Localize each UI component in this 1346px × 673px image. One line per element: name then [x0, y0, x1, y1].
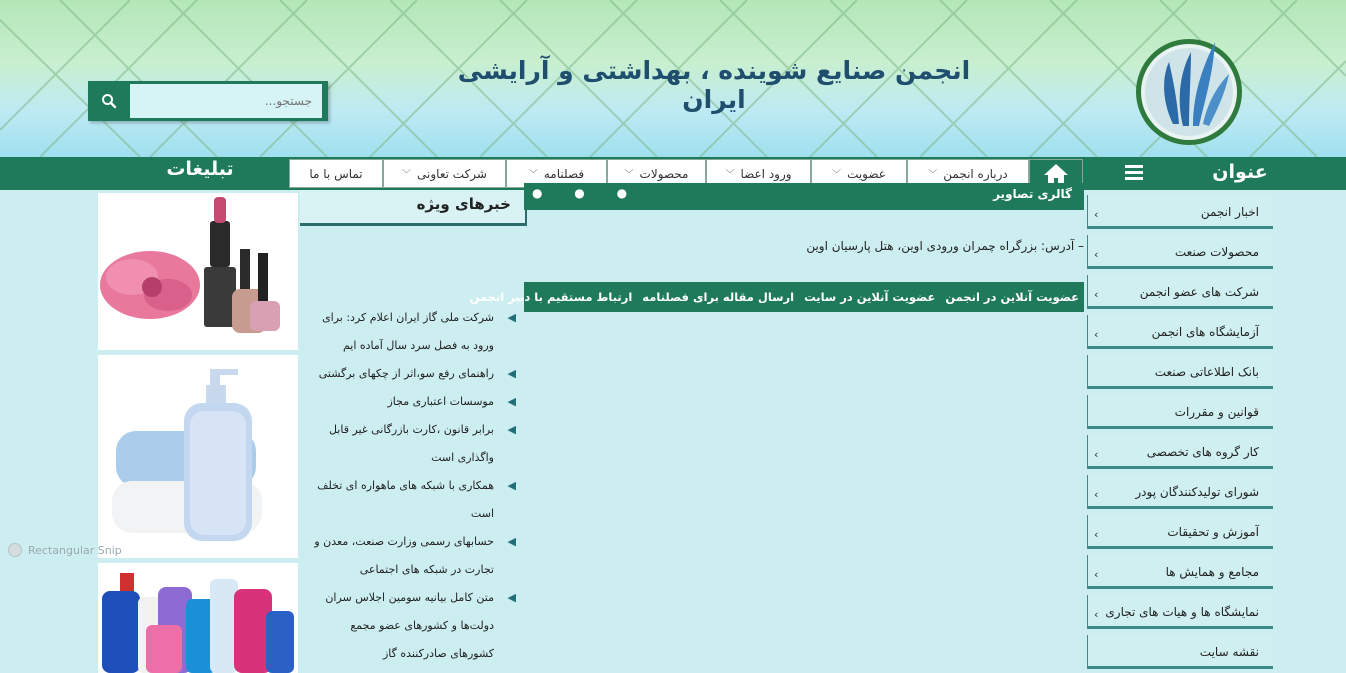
- triangle-left-icon: ◀: [507, 591, 516, 604]
- search-button[interactable]: [88, 81, 130, 121]
- sidebar-item-exhibitions[interactable]: [1087, 595, 1273, 629]
- triangle-left-icon: ◀: [507, 367, 516, 380]
- tab-contact[interactable]: [289, 159, 383, 188]
- chevron-down-icon: ﹀: [725, 170, 735, 180]
- snip-icon: [8, 543, 22, 557]
- sidebar-item-assemblies[interactable]: [1087, 555, 1273, 589]
- chevron-right-icon: ›: [1094, 568, 1099, 581]
- sidebar-item-working-groups[interactable]: [1087, 435, 1273, 469]
- chevron-down-icon: ﹀: [928, 170, 938, 180]
- triangle-left-icon: ◀: [507, 479, 516, 492]
- gallery-title[interactable]: گالری تصاویر: [993, 187, 1072, 201]
- sidebar-item-powder-council[interactable]: [1087, 475, 1273, 509]
- address-text: – آدرس: بزرگراه چمران ورودی اوین، هتل پارسیان اوین: [806, 239, 1084, 253]
- news-item[interactable]: [310, 360, 520, 388]
- triangle-left-icon: ◀: [507, 311, 516, 324]
- triangle-left-icon: ◀: [507, 535, 516, 548]
- sidebar-item-label: محصولات صنعت: [1174, 245, 1259, 259]
- chevron-right-icon: ›: [1094, 288, 1099, 301]
- chevron-right-icon: ›: [1094, 248, 1099, 261]
- news-item-text: برابر قانون ،کارت بازرگانی غیر قابل واگذاری است: [328, 423, 494, 464]
- gallery-bar: [524, 183, 1084, 210]
- association-logo[interactable]: [1133, 34, 1245, 146]
- link-online-site-membership[interactable]: عضویت آنلاین در سایت: [804, 290, 936, 304]
- sidebar-item-label: مجامع و همایش ها: [1165, 565, 1259, 579]
- triangle-left-icon: ◀: [507, 395, 516, 408]
- chevron-right-icon: ›: [1094, 488, 1099, 501]
- sidebar-item-industry-products[interactable]: [1087, 235, 1273, 269]
- chevron-right-icon: ›: [1094, 448, 1099, 461]
- news-item[interactable]: [310, 304, 520, 360]
- news-item[interactable]: [310, 472, 520, 528]
- ads-section-title: تبلیغات: [166, 158, 234, 180]
- featured-news-header: خبرهای ویژه: [300, 190, 527, 226]
- chevron-right-icon: ›: [1094, 208, 1099, 221]
- home-icon: [1043, 163, 1069, 185]
- news-item-text: همکاری با شبکه های ماهواره ای تخلف است: [317, 479, 494, 520]
- sidebar-item-label: نمایشگاه ها و هیات های تجاری: [1105, 605, 1259, 619]
- ad-detergents-image[interactable]: [98, 563, 298, 673]
- chevron-right-icon: ›: [1094, 608, 1099, 621]
- sidebar-item-label: شورای تولیدکنندگان پودر: [1135, 485, 1259, 499]
- news-item[interactable]: [310, 584, 520, 668]
- search-box: [88, 81, 328, 121]
- ad-towels-bottle-image[interactable]: [98, 355, 298, 558]
- news-item-text: راهنمای رفع سو،اثر از چکهای برگشتی: [318, 367, 494, 380]
- sidebar-item-regulations[interactable]: [1087, 395, 1273, 429]
- chevron-down-icon: ﹀: [402, 170, 412, 180]
- link-submit-article[interactable]: ارسال مقاله برای فصلنامه: [642, 290, 795, 304]
- snip-tool-overlay: [8, 543, 122, 557]
- news-item[interactable]: [310, 528, 520, 584]
- link-online-association-membership[interactable]: عضویت آنلاین در انجمن: [945, 290, 1079, 304]
- tab-cooperative[interactable]: [383, 159, 506, 188]
- sidebar-item-member-companies[interactable]: [1087, 275, 1273, 309]
- news-item-text: متن کامل بیانیه سومین اجلاس سران دولت‌ها و کشورهای عضو مجمع کشورهای صادرکننده گاز: [325, 591, 494, 660]
- tab-label: فصلنامه: [543, 166, 585, 181]
- news-item[interactable]: [310, 388, 520, 416]
- tab-label: محصولات: [639, 166, 689, 181]
- sidebar-item-label: شرکت های عضو انجمن: [1139, 285, 1259, 299]
- snip-label: Rectangular Snip: [28, 543, 122, 557]
- search-icon: [101, 93, 117, 109]
- search-input[interactable]: [130, 84, 322, 118]
- chevron-down-icon: ﹀: [832, 170, 842, 180]
- sidebar-item-news[interactable]: [1087, 195, 1273, 229]
- triangle-left-icon: ◀: [507, 423, 516, 436]
- chevron-right-icon: ›: [1094, 528, 1099, 541]
- sidebar-item-database[interactable]: [1087, 355, 1273, 389]
- quick-links-bar: [469, 282, 1084, 312]
- menu-toggle-icon[interactable]: [1125, 165, 1143, 181]
- sidebar-item-label: آموزش و تحقیقات: [1167, 525, 1259, 539]
- sidebar-item-sitemap[interactable]: [1087, 635, 1273, 669]
- tab-label: شرکت تعاونی: [417, 166, 487, 181]
- chevron-right-icon: ›: [1094, 328, 1099, 341]
- sidebar-item-education[interactable]: [1087, 515, 1273, 549]
- tab-label: درباره انجمن: [943, 166, 1008, 181]
- tab-label: تماس با ما: [309, 166, 363, 181]
- site-title: انجمن صنایع شوینده ، بهداشتی و آرایشی ایران: [457, 56, 971, 114]
- site-header: [0, 0, 1346, 157]
- news-item-text: شرکت ملی گاز ایران اعلام کرد: برای ورود به فصل سرد سال آماده ایم: [322, 311, 494, 352]
- link-contact-secretary[interactable]: ارتباط مستقیم با دبیر انجمن: [469, 290, 633, 304]
- chevron-down-icon: ﹀: [624, 170, 634, 180]
- sidebar-item-label: کار گروه های تخصصی: [1146, 445, 1259, 459]
- news-item[interactable]: [310, 416, 520, 472]
- sidebar-item-label: قوانین و مقررات: [1174, 405, 1259, 419]
- featured-news-list: [310, 304, 520, 668]
- chevron-down-icon: ﹀: [528, 170, 538, 180]
- sidebar-item-laboratories[interactable]: [1087, 315, 1273, 349]
- news-item-text: حسابهای رسمی وزارت صنعت، معدن و تجارت در شبکه های اجتماعی: [314, 535, 494, 576]
- news-item-text: موسسات اعتباری مجاز: [387, 395, 494, 408]
- tab-label: ورود اعضا: [740, 166, 792, 181]
- sidebar-item-label: آزمایشگاه های انجمن: [1151, 325, 1259, 339]
- sidebar-item-label: اخبار انجمن: [1200, 205, 1259, 219]
- sidebar-item-label: بانک اطلاعاتی صنعت: [1154, 365, 1259, 379]
- sidebar-item-label: نقشه سایت: [1199, 645, 1259, 659]
- tab-label: عضویت: [847, 166, 886, 181]
- gallery-pager-dots[interactable]: ● ● ●: [532, 186, 642, 200]
- ad-cosmetics-image[interactable]: [98, 193, 298, 350]
- sidebar-title: عنوان: [1212, 161, 1268, 183]
